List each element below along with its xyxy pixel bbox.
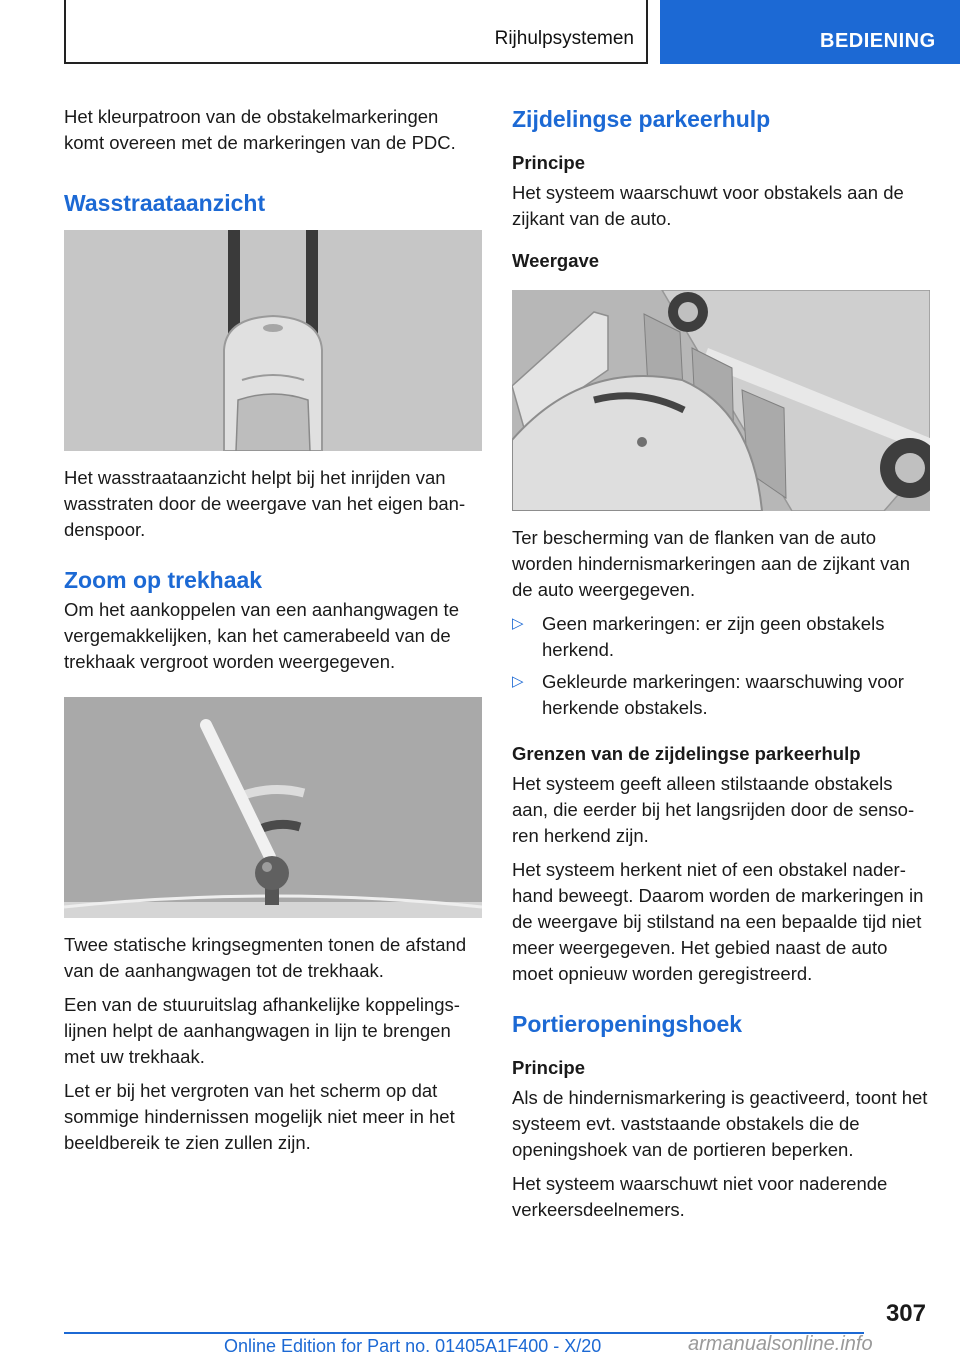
side-limits-heading: Grenzen van de zijdelingse parkeerhulp — [512, 743, 861, 764]
header-chapter-tab: BEDIENING — [660, 0, 960, 64]
carwash-view-figure — [64, 230, 482, 451]
side-limits-paragraph-2: Het systeem herkent niet of een obstakel naderhand beweegt. Daarom worden de markeringen in de weergave bij stilstand na een bepaalde tijd niet meer weergegeven. Het gebied naast de auto moet opnieuw worden geregistreerd. — [512, 859, 924, 984]
header-section-title: Rijhulpsystemen — [494, 28, 634, 49]
watermark-text: armanualsonline.info — [688, 1333, 873, 1355]
door-paragraph-2: Het systeem waarschuwt niet voor naderende verkeersdeelnemers. — [512, 1173, 888, 1220]
hitch-paragraph-2: Een van de stuuruitslag afhankelijke koppelingslijnen helpt de aanhangwagen in lijn te brengen met uw trekhaak. — [64, 994, 460, 1067]
left-column — [64, 104, 482, 1164]
hitch-paragraph-1: Twee statische kringsegmenten tonen de afstand van de aanhangwagen tot de trekhaak. — [64, 934, 467, 981]
list-item: ▷ Geen markeringen: er zijn geen obstakels herkend. — [512, 613, 885, 660]
triangle-bullet-icon: ▷ — [512, 673, 524, 690]
side-limits-paragraph-1: Het systeem geeft alleen stilstaande obstakels aan, die eerder bij het langsrijden door de sensoren herkend zijn. — [512, 773, 915, 846]
door-paragraph-1: Als de hindernismarkering is geactiveerd, toont het systeem evt. vaststaande obstakels die de openingshoek van de portieren beperken. — [512, 1087, 928, 1160]
side-principle-paragraph: Het systeem waarschuwt voor obstakels aan de zijkant van de auto. — [512, 182, 904, 229]
intro-paragraph: Het kleurpatroon van de obstakelmarkeringen komt overeen met de markeringen van de PDC. — [64, 106, 456, 153]
hitch-zoom-figure — [64, 697, 482, 918]
right-column — [512, 104, 930, 1231]
hitch-heading: Zoom op trekhaak — [64, 567, 263, 593]
footer-edition-text: Online Edition for Part no. 01405A1F400 - X/20 — [224, 1336, 602, 1356]
page-number: 307 — [885, 1300, 926, 1327]
hitch-intro-paragraph: Om het aankoppelen van een aanhangwagen te vergemakkelijken, kan het camerabeeld van de trekhaak vergroot worden weergegeven. — [64, 599, 459, 672]
door-angle-heading: Portieropeningshoek — [512, 1011, 743, 1037]
carwash-paragraph: Het wasstraataanzicht helpt bij het inrijden van wasstraten door de weergave van het eigen bandenspoor. — [64, 467, 466, 540]
side-marking-list — [512, 611, 930, 721]
side-principle-heading: Principe — [512, 152, 585, 173]
side-display-heading: Weergave — [512, 250, 600, 271]
list-item: ▷ Gekleurde markeringen: waarschuwing voor herkende obstakels. — [512, 671, 904, 718]
side-parking-figure — [512, 290, 930, 511]
side-parking-heading: Zijdelingse parkeerhulp — [512, 106, 771, 132]
door-principle-heading: Principe — [512, 1057, 585, 1078]
hitch-paragraph-3: Let er bij het vergroten van het scherm op dat sommige hindernissen mogelijk niet meer in het beeldbereik te zien zullen zijn. — [64, 1080, 455, 1153]
carwash-heading: Wasstraataanzicht — [64, 190, 266, 216]
triangle-bullet-icon: ▷ — [512, 615, 524, 632]
header-section-box — [64, 0, 648, 64]
side-display-paragraph: Ter bescherming van de flanken van de auto worden hindernismarkeringen aan de zijkant van de auto weergegeven. — [512, 527, 910, 600]
